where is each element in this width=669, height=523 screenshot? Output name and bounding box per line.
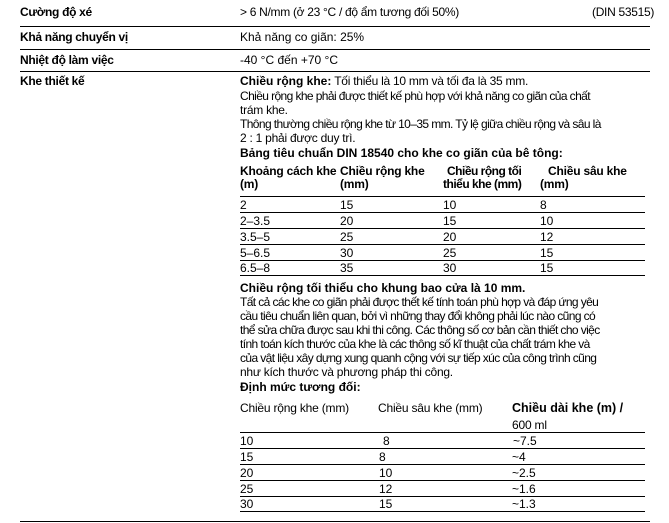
table-cell: ~1.3 bbox=[512, 497, 536, 511]
table-cell: ~1.6 bbox=[512, 482, 536, 496]
table-cell: 30 bbox=[240, 497, 254, 511]
table-cell: 12 bbox=[379, 482, 393, 496]
table-cell: 12 bbox=[540, 230, 554, 244]
table-cell: 10 bbox=[379, 466, 393, 480]
row-divider bbox=[20, 49, 650, 50]
table-row bbox=[240, 433, 645, 449]
joint-width-text: Tối thiểu là 10 mm và tối đa là 35 mm. bbox=[331, 74, 529, 88]
table-cell: 15 bbox=[340, 198, 354, 212]
section-bottom-divider bbox=[20, 521, 650, 522]
din18540-table bbox=[240, 163, 645, 278]
table1-header-col1: Khoảng cách khe (m) bbox=[240, 164, 337, 191]
row-divider bbox=[20, 26, 650, 27]
table-cell: 15 bbox=[443, 214, 457, 228]
table-cell: 25 bbox=[240, 482, 254, 496]
table-cell: 10 bbox=[240, 434, 254, 448]
table-row bbox=[240, 197, 645, 213]
table-cell: 15 bbox=[240, 450, 254, 464]
joint-width-line bbox=[240, 75, 650, 88]
table-cell: 30 bbox=[340, 246, 354, 260]
table-cell: 3.5–5 bbox=[240, 230, 271, 244]
table-cell: 2–3.5 bbox=[240, 214, 271, 228]
paragraph-2-line-2: 2 : 1 phải được duy trì. bbox=[240, 131, 356, 145]
table-row bbox=[240, 481, 645, 497]
table2-header-col2: Chiều sâu khe (mm) bbox=[378, 401, 483, 415]
table-cell: 25 bbox=[340, 230, 354, 244]
table-cell: 30 bbox=[443, 261, 457, 275]
paragraph-1-line-2: trám khe. bbox=[240, 103, 288, 117]
property-label-movement: Khả năng chuyển vị bbox=[20, 30, 128, 44]
table-cell: 15 bbox=[540, 261, 554, 275]
table-row bbox=[240, 449, 645, 465]
table-cell: 2 bbox=[240, 198, 247, 212]
table1-header-col4: Chiều sâu khe (mm) bbox=[540, 164, 627, 191]
property-label-joint-design: Khe thiết kế bbox=[20, 74, 85, 88]
table1-header-row bbox=[240, 163, 645, 197]
frame-min-width-title: Chiều rộng tối thiểu cho khung bao cửa là 10 mm. bbox=[240, 281, 526, 295]
paragraph-1-line-1: Chiều rộng khe phải được thiết kế phù hợp với khả năng co giãn của chất bbox=[240, 89, 590, 103]
paragraph-2-line-1: Thông thường chiều rộng khe từ 10–35 mm. Tỷ lệ giữa chiều rộng và sâu là bbox=[240, 117, 601, 131]
table-cell: 25 bbox=[443, 246, 457, 260]
table-cell: 15 bbox=[379, 497, 393, 511]
table-row bbox=[240, 261, 645, 276]
paragraph-3-line-4: tính toán kích thước của khe là các thông số kĩ thuật của chất trám khe và bbox=[240, 337, 590, 351]
table-cell: 6.5–8 bbox=[240, 261, 271, 275]
table-cell: 8 bbox=[379, 450, 386, 464]
paragraph-3-line-2: cầu tiêu chuẩn liên quan, bởi vì những thay đổi không phải lúc nào cũng có bbox=[240, 309, 596, 323]
table2-header-col1: Chiều rộng khe (mm) bbox=[240, 401, 349, 415]
property-label-tear-strength: Cường độ xé bbox=[20, 5, 92, 19]
table-row bbox=[240, 465, 645, 481]
property-label-service-temp: Nhiệt độ làm việc bbox=[20, 53, 114, 67]
joint-width-title: Chiều rộng khe: bbox=[240, 74, 332, 88]
table-cell: 35 bbox=[340, 261, 354, 275]
table-row bbox=[240, 245, 645, 261]
table-cell: 10 bbox=[540, 214, 554, 228]
paragraph-3-line-6: như kích thước và phương pháp thi công. bbox=[240, 365, 453, 379]
table-cell: 8 bbox=[540, 198, 547, 212]
paragraph-3-line-3: thể sửa chữa được sau khi thi công. Các thông số cơ bản cần thiết cho việc bbox=[240, 323, 600, 337]
table1-header-col3: Chiều rộng tối thiểu khe (mm) bbox=[443, 164, 522, 191]
table-cell: 15 bbox=[540, 246, 554, 260]
table-cell: 8 bbox=[383, 434, 390, 448]
table1-title: Bảng tiêu chuẩn DIN 18540 cho khe co giãn của bê tông: bbox=[240, 146, 563, 160]
table2-header-row bbox=[240, 397, 645, 433]
table1-header-col2: Chiều rộng khe (mm) bbox=[340, 164, 425, 191]
property-note-tear-strength: (DIN 53515) bbox=[592, 5, 655, 19]
table-cell: 20 bbox=[240, 466, 254, 480]
table2-header-col3: Chiều dài khe (m) / 600 ml bbox=[512, 401, 624, 432]
table-cell: 10 bbox=[443, 198, 457, 212]
table-cell: 20 bbox=[340, 214, 354, 228]
property-value-service-temp: -40 °C đến +70 °C bbox=[240, 53, 338, 67]
paragraph-3-line-1: Tất cả các khe co giãn phải được thết kế tính toán phù hợp và đáp ứng yêu bbox=[240, 295, 599, 309]
table-cell: 20 bbox=[443, 230, 457, 244]
table-cell: ~4 bbox=[512, 450, 526, 464]
row-divider bbox=[20, 71, 650, 72]
table-cell: ~2.5 bbox=[512, 466, 536, 480]
table2-title: Định mức tương đối: bbox=[240, 380, 361, 394]
table-row bbox=[240, 229, 645, 245]
table-row bbox=[240, 497, 645, 512]
consumption-table bbox=[240, 397, 645, 513]
table-row bbox=[240, 213, 645, 229]
table-cell: 5–6.5 bbox=[240, 246, 271, 260]
property-value-movement: Khả năng co giãn: 25% bbox=[240, 30, 365, 44]
table-cell: ~7.5 bbox=[513, 434, 537, 448]
paragraph-3-line-5: của vật liệu xây dựng xung quanh cộng với sự tiếp xúc của công trình cũng bbox=[240, 351, 597, 365]
property-value-tear-strength: > 6 N/mm (ở 23 °C / độ ẩm tương đối 50%) bbox=[240, 5, 459, 19]
